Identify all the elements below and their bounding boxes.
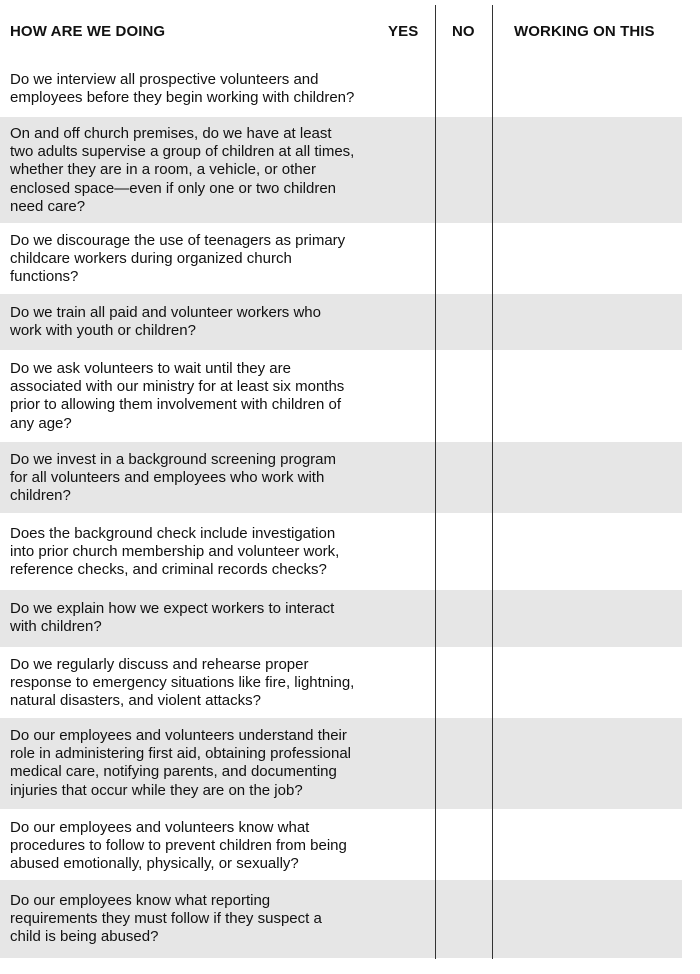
table-row	[0, 223, 682, 294]
column-divider-yes-no	[435, 5, 436, 959]
question-text: Do we regularly discuss and rehearse proper response to emergency situations like fire, lightning, natural disasters, and violent attacks?	[10, 656, 355, 710]
table-row	[0, 350, 682, 442]
question-text: Do we invest in a background screening program for all volunteers and employees who work with children?	[10, 451, 337, 505]
question-text: Does the background check include investigation into prior church membership and volunteer work, reference checks, and criminal records checks?	[10, 525, 340, 579]
table-row	[0, 294, 682, 350]
table-row	[0, 442, 682, 513]
table-row	[0, 718, 682, 809]
table-row	[0, 590, 682, 647]
table-row	[0, 809, 682, 880]
table-row	[0, 117, 682, 223]
question-text: Do we interview all prospective volunteers and employees before they begin working with children?	[10, 71, 355, 107]
table-row	[0, 880, 682, 958]
question-text: Do our employees and volunteers understand their role in administering first aid, obtaining professional medical care, notifying parents, and documenting injuries that occur while they are on the job?	[10, 727, 352, 799]
header-no-column: NO	[452, 23, 475, 40]
question-text: On and off church premises, do we have at least two adults supervise a group of children at all times, whether they are in a room, a vehicle, or other enclosed space—even if only one or two children need care?	[10, 125, 355, 215]
table-row	[0, 62, 682, 117]
question-text: Do we ask volunteers to wait until they are associated with our ministry for at least six months prior to allowing them involvement with children of any age?	[10, 360, 345, 432]
column-divider-no-working	[492, 5, 493, 959]
question-text: Do our employees know what reporting requirements they must follow if they suspect a child is being abused?	[10, 892, 322, 946]
header-working-column: WORKING ON THIS	[514, 23, 655, 40]
header-yes-column: YES	[388, 23, 419, 40]
table-row	[0, 513, 682, 590]
table-header	[0, 0, 682, 62]
question-text: Do we explain how we expect workers to interact with children?	[10, 600, 335, 636]
table-row	[0, 647, 682, 718]
header-question-column: HOW ARE WE DOING	[10, 23, 166, 40]
question-text: Do our employees and volunteers know what procedures to follow to prevent children from being abused emotionally, physically, or sexually?	[10, 819, 347, 873]
question-text: Do we discourage the use of teenagers as primary childcare workers during organized church functions?	[10, 232, 346, 286]
question-text: Do we train all paid and volunteer workers who work with youth or children?	[10, 304, 321, 340]
